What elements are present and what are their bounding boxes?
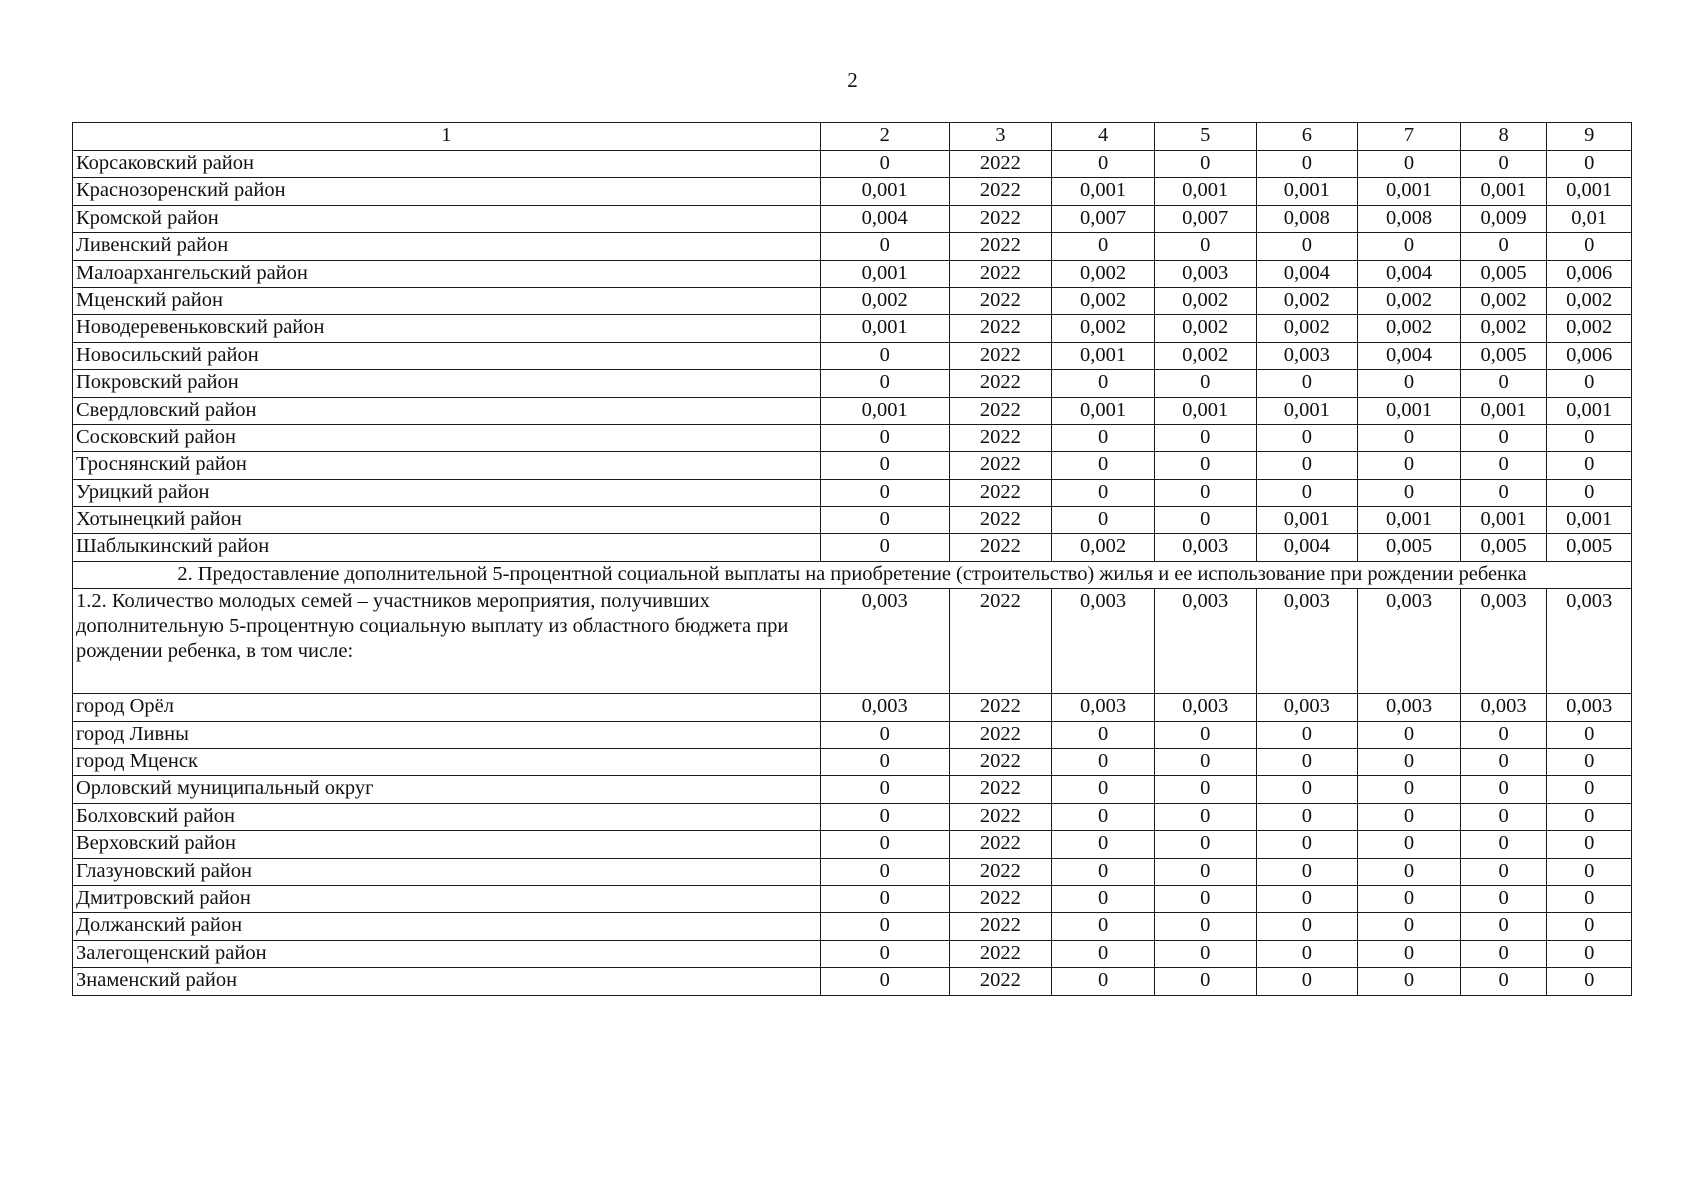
value-cell: 0 xyxy=(1547,803,1632,830)
value-cell: 0 xyxy=(1256,831,1358,858)
value-cell: 0 xyxy=(1547,940,1632,967)
value-cell: 0 xyxy=(820,968,949,995)
value-cell: 0,002 xyxy=(1547,287,1632,314)
value-cell: 0 xyxy=(1547,479,1632,506)
table-row xyxy=(73,589,1632,694)
value-cell: 0,001 xyxy=(820,260,949,287)
value-cell: 0,002 xyxy=(1154,315,1256,342)
value-cell: 0,002 xyxy=(1256,315,1358,342)
value-cell: 0 xyxy=(1256,479,1358,506)
table-row xyxy=(73,315,1632,342)
value-cell: 2022 xyxy=(949,424,1052,451)
value-cell: 0 xyxy=(1256,968,1358,995)
value-cell: 0 xyxy=(820,534,949,561)
value-cell: 0 xyxy=(820,803,949,830)
value-cell: 0,004 xyxy=(1358,342,1461,369)
value-cell: 0 xyxy=(820,507,949,534)
value-cell: 0 xyxy=(1256,749,1358,776)
value-cell: 0 xyxy=(1358,479,1461,506)
value-cell: 0,002 xyxy=(1154,342,1256,369)
value-cell: 0,006 xyxy=(1547,342,1632,369)
value-cell: 0 xyxy=(1256,721,1358,748)
value-cell: 0,001 xyxy=(1358,397,1461,424)
value-cell: 0 xyxy=(1052,749,1155,776)
value-cell: 0 xyxy=(820,831,949,858)
table-row xyxy=(73,452,1632,479)
region-name-cell: Покровский район xyxy=(73,370,821,397)
value-cell: 0 xyxy=(1547,913,1632,940)
value-cell: 2022 xyxy=(949,233,1052,260)
column-number-cell: 8 xyxy=(1460,123,1547,151)
table-row xyxy=(73,342,1632,369)
value-cell: 0 xyxy=(1052,370,1155,397)
value-cell: 0 xyxy=(1256,885,1358,912)
region-name-cell: Малоархангельский район xyxy=(73,260,821,287)
value-cell: 0,003 xyxy=(1547,589,1632,694)
value-cell: 0 xyxy=(1460,749,1547,776)
value-cell: 0 xyxy=(1256,151,1358,178)
indicator-table xyxy=(72,122,1632,996)
value-cell: 0 xyxy=(1154,858,1256,885)
section-title: 2. Предоставление дополнительной 5-процентной социальной выплаты на приобретение (строительство) жилья и ее использование при рождении ребенка xyxy=(73,561,1632,588)
value-cell: 0 xyxy=(1154,370,1256,397)
value-cell: 0 xyxy=(1154,749,1256,776)
value-cell: 0,002 xyxy=(1052,315,1155,342)
value-cell: 0,001 xyxy=(1154,178,1256,205)
value-cell: 0,002 xyxy=(1460,287,1547,314)
region-name-cell: Мценский район xyxy=(73,287,821,314)
value-cell: 0,008 xyxy=(1256,205,1358,232)
value-cell: 0,002 xyxy=(1052,260,1155,287)
column-number-row xyxy=(73,123,1632,151)
value-cell: 0 xyxy=(1052,913,1155,940)
value-cell: 0 xyxy=(1154,452,1256,479)
value-cell: 0 xyxy=(1052,968,1155,995)
value-cell: 0,003 xyxy=(1547,694,1632,721)
value-cell: 0 xyxy=(1154,803,1256,830)
value-cell: 0,001 xyxy=(1154,397,1256,424)
table-row xyxy=(73,151,1632,178)
region-name-cell: Новосильский район xyxy=(73,342,821,369)
region-name-cell: Орловский муниципальный округ xyxy=(73,776,821,803)
table-row xyxy=(73,913,1632,940)
value-cell: 0 xyxy=(1358,940,1461,967)
section-row xyxy=(73,561,1632,588)
value-cell: 0,001 xyxy=(1256,397,1358,424)
column-number-cell: 9 xyxy=(1547,123,1632,151)
value-cell: 0 xyxy=(820,424,949,451)
region-name-cell: Должанский район xyxy=(73,913,821,940)
value-cell: 0 xyxy=(1547,151,1632,178)
table-row xyxy=(73,205,1632,232)
value-cell: 2022 xyxy=(949,342,1052,369)
column-number-cell: 5 xyxy=(1154,123,1256,151)
value-cell: 0 xyxy=(1256,424,1358,451)
region-name-cell: Сосковский район xyxy=(73,424,821,451)
value-cell: 0 xyxy=(1154,776,1256,803)
value-cell: 0,005 xyxy=(1460,534,1547,561)
value-cell: 0 xyxy=(820,940,949,967)
value-cell: 0 xyxy=(1547,370,1632,397)
value-cell: 0 xyxy=(1052,831,1155,858)
value-cell: 0,001 xyxy=(1460,178,1547,205)
value-cell: 0 xyxy=(820,913,949,940)
value-cell: 0,008 xyxy=(1358,205,1461,232)
value-cell: 0,005 xyxy=(1547,534,1632,561)
value-cell: 0,001 xyxy=(1052,178,1155,205)
value-cell: 0 xyxy=(1358,424,1461,451)
value-cell: 0,003 xyxy=(1358,694,1461,721)
value-cell: 0,003 xyxy=(1052,694,1155,721)
value-cell: 2022 xyxy=(949,507,1052,534)
value-cell: 0 xyxy=(1547,424,1632,451)
value-cell: 0 xyxy=(1052,858,1155,885)
value-cell: 2022 xyxy=(949,370,1052,397)
column-number-cell: 4 xyxy=(1052,123,1155,151)
value-cell: 0 xyxy=(1460,776,1547,803)
table-row xyxy=(73,749,1632,776)
value-cell: 0 xyxy=(1154,913,1256,940)
value-cell: 0,001 xyxy=(1547,178,1632,205)
region-name-cell: Верховский район xyxy=(73,831,821,858)
value-cell: 0 xyxy=(1154,721,1256,748)
value-cell: 0,001 xyxy=(1358,178,1461,205)
value-cell: 2022 xyxy=(949,534,1052,561)
table-row xyxy=(73,233,1632,260)
column-number-cell: 6 xyxy=(1256,123,1358,151)
value-cell: 0 xyxy=(1256,452,1358,479)
value-cell: 0,002 xyxy=(1358,315,1461,342)
value-cell: 0,003 xyxy=(1154,534,1256,561)
value-cell: 0,002 xyxy=(1154,287,1256,314)
value-cell: 0 xyxy=(1460,940,1547,967)
value-cell: 0 xyxy=(1460,479,1547,506)
value-cell: 0 xyxy=(820,342,949,369)
value-cell: 0 xyxy=(1256,776,1358,803)
region-name-cell: город Ливны xyxy=(73,721,821,748)
region-name-cell: Урицкий район xyxy=(73,479,821,506)
table-row xyxy=(73,858,1632,885)
value-cell: 0 xyxy=(1358,749,1461,776)
value-cell: 0 xyxy=(1256,913,1358,940)
region-name-cell: 1.2. Количество молодых семей – участников мероприятия, получивших дополнительную 5-процентную социальную выплату из областного бюджета при рождении ребенка, в том числе: xyxy=(73,589,821,694)
value-cell: 0 xyxy=(1358,233,1461,260)
value-cell: 0,005 xyxy=(1358,534,1461,561)
value-cell: 2022 xyxy=(949,968,1052,995)
value-cell: 0 xyxy=(1154,507,1256,534)
value-cell: 2022 xyxy=(949,205,1052,232)
value-cell: 0,004 xyxy=(1256,534,1358,561)
region-name-cell: Глазуновский район xyxy=(73,858,821,885)
value-cell: 0 xyxy=(1547,452,1632,479)
value-cell: 0,003 xyxy=(1256,589,1358,694)
table-row xyxy=(73,940,1632,967)
value-cell: 0 xyxy=(1460,424,1547,451)
region-name-cell: город Орёл xyxy=(73,694,821,721)
value-cell: 0 xyxy=(1052,721,1155,748)
value-cell: 0 xyxy=(1547,858,1632,885)
value-cell: 2022 xyxy=(949,721,1052,748)
value-cell: 2022 xyxy=(949,397,1052,424)
value-cell: 0 xyxy=(1358,831,1461,858)
value-cell: 0,003 xyxy=(1256,342,1358,369)
table-row xyxy=(73,968,1632,995)
value-cell: 0,002 xyxy=(1256,287,1358,314)
value-cell: 2022 xyxy=(949,940,1052,967)
value-cell: 0 xyxy=(1154,831,1256,858)
table-row xyxy=(73,831,1632,858)
value-cell: 0 xyxy=(1358,968,1461,995)
value-cell: 0,01 xyxy=(1547,205,1632,232)
value-cell: 0,001 xyxy=(1052,397,1155,424)
value-cell: 0 xyxy=(820,721,949,748)
value-cell: 0,002 xyxy=(1358,287,1461,314)
value-cell: 0 xyxy=(1460,885,1547,912)
table-row xyxy=(73,479,1632,506)
region-name-cell: Кромской район xyxy=(73,205,821,232)
column-number-cell: 7 xyxy=(1358,123,1461,151)
value-cell: 0 xyxy=(1358,370,1461,397)
page-number: 2 xyxy=(847,68,858,92)
value-cell: 0 xyxy=(1460,968,1547,995)
value-cell: 0 xyxy=(1154,233,1256,260)
value-cell: 0 xyxy=(1154,424,1256,451)
region-name-cell: Корсаковский район xyxy=(73,151,821,178)
value-cell: 0 xyxy=(1547,831,1632,858)
value-cell: 0,002 xyxy=(1052,534,1155,561)
region-name-cell: город Мценск xyxy=(73,749,821,776)
value-cell: 0 xyxy=(820,151,949,178)
value-cell: 0,001 xyxy=(820,178,949,205)
table-row xyxy=(73,397,1632,424)
value-cell: 0,004 xyxy=(1358,260,1461,287)
value-cell: 0 xyxy=(1358,721,1461,748)
value-cell: 0,005 xyxy=(1460,260,1547,287)
region-name-cell: Троснянский район xyxy=(73,452,821,479)
value-cell: 2022 xyxy=(949,885,1052,912)
value-cell: 0 xyxy=(1052,151,1155,178)
table-row xyxy=(73,287,1632,314)
value-cell: 0,002 xyxy=(820,287,949,314)
value-cell: 0 xyxy=(1460,913,1547,940)
value-cell: 0 xyxy=(820,452,949,479)
value-cell: 0,003 xyxy=(820,589,949,694)
value-cell: 0 xyxy=(1358,913,1461,940)
region-name-cell: Хотынецкий район xyxy=(73,507,821,534)
value-cell: 0 xyxy=(820,749,949,776)
value-cell: 0,009 xyxy=(1460,205,1547,232)
table-row xyxy=(73,721,1632,748)
value-cell: 0,003 xyxy=(820,694,949,721)
value-cell: 0,007 xyxy=(1052,205,1155,232)
value-cell: 2022 xyxy=(949,831,1052,858)
value-cell: 2022 xyxy=(949,315,1052,342)
value-cell: 0 xyxy=(1358,452,1461,479)
value-cell: 2022 xyxy=(949,287,1052,314)
value-cell: 0,001 xyxy=(820,397,949,424)
value-cell: 2022 xyxy=(949,694,1052,721)
value-cell: 0 xyxy=(1052,885,1155,912)
value-cell: 0 xyxy=(1358,885,1461,912)
value-cell: 0,003 xyxy=(1460,589,1547,694)
value-cell: 0,001 xyxy=(1460,397,1547,424)
value-cell: 0 xyxy=(820,885,949,912)
value-cell: 0 xyxy=(1052,803,1155,830)
value-cell: 0 xyxy=(1547,776,1632,803)
value-cell: 0,001 xyxy=(1460,507,1547,534)
value-cell: 0 xyxy=(1052,233,1155,260)
value-cell: 0,002 xyxy=(1547,315,1632,342)
value-cell: 0 xyxy=(1052,452,1155,479)
value-cell: 0 xyxy=(1256,858,1358,885)
value-cell: 0 xyxy=(1460,151,1547,178)
value-cell: 0 xyxy=(1460,233,1547,260)
value-cell: 0 xyxy=(1154,885,1256,912)
value-cell: 0,003 xyxy=(1052,589,1155,694)
value-cell: 0,001 xyxy=(1547,507,1632,534)
value-cell: 0 xyxy=(1547,233,1632,260)
value-cell: 0 xyxy=(820,776,949,803)
value-cell: 2022 xyxy=(949,913,1052,940)
value-cell: 0,001 xyxy=(1358,507,1461,534)
value-cell: 0,002 xyxy=(1052,287,1155,314)
value-cell: 0,003 xyxy=(1154,694,1256,721)
value-cell: 0 xyxy=(1256,370,1358,397)
value-cell: 0,003 xyxy=(1256,694,1358,721)
value-cell: 0 xyxy=(1460,370,1547,397)
value-cell: 0 xyxy=(1154,940,1256,967)
value-cell: 0,002 xyxy=(1460,315,1547,342)
value-cell: 0,006 xyxy=(1547,260,1632,287)
value-cell: 2022 xyxy=(949,858,1052,885)
value-cell: 0,004 xyxy=(820,205,949,232)
value-cell: 0 xyxy=(1154,151,1256,178)
value-cell: 0 xyxy=(1358,858,1461,885)
value-cell: 2022 xyxy=(949,178,1052,205)
value-cell: 0,005 xyxy=(1460,342,1547,369)
value-cell: 0 xyxy=(1256,803,1358,830)
region-name-cell: Новодеревеньковский район xyxy=(73,315,821,342)
value-cell: 0 xyxy=(1358,151,1461,178)
value-cell: 0 xyxy=(1052,424,1155,451)
value-cell: 0 xyxy=(820,858,949,885)
value-cell: 0 xyxy=(1052,776,1155,803)
value-cell: 0 xyxy=(820,233,949,260)
region-name-cell: Свердловский район xyxy=(73,397,821,424)
value-cell: 0,003 xyxy=(1154,589,1256,694)
table-row xyxy=(73,776,1632,803)
value-cell: 0,003 xyxy=(1154,260,1256,287)
table-row xyxy=(73,370,1632,397)
column-number-cell: 3 xyxy=(949,123,1052,151)
value-cell: 0,001 xyxy=(820,315,949,342)
value-cell: 2022 xyxy=(949,589,1052,694)
value-cell: 0 xyxy=(1154,968,1256,995)
region-name-cell: Краснозоренский район xyxy=(73,178,821,205)
value-cell: 2022 xyxy=(949,151,1052,178)
value-cell: 2022 xyxy=(949,803,1052,830)
value-cell: 0 xyxy=(1460,721,1547,748)
region-name-cell: Знаменский район xyxy=(73,968,821,995)
value-cell: 0 xyxy=(1460,803,1547,830)
value-cell: 0,003 xyxy=(1358,589,1461,694)
column-number-cell: 1 xyxy=(73,123,821,151)
value-cell: 0 xyxy=(1052,479,1155,506)
value-cell: 0,001 xyxy=(1547,397,1632,424)
value-cell: 0 xyxy=(820,370,949,397)
value-cell: 2022 xyxy=(949,749,1052,776)
value-cell: 0,001 xyxy=(1052,342,1155,369)
value-cell: 0 xyxy=(1547,749,1632,776)
value-cell: 0,001 xyxy=(1256,507,1358,534)
value-cell: 0 xyxy=(1547,885,1632,912)
table-row xyxy=(73,178,1632,205)
table-row xyxy=(73,803,1632,830)
region-name-cell: Ливенский район xyxy=(73,233,821,260)
column-number-cell: 2 xyxy=(820,123,949,151)
region-name-cell: Шаблыкинский район xyxy=(73,534,821,561)
value-cell: 2022 xyxy=(949,776,1052,803)
value-cell: 2022 xyxy=(949,452,1052,479)
value-cell: 0 xyxy=(1547,968,1632,995)
value-cell: 0 xyxy=(1460,452,1547,479)
value-cell: 0 xyxy=(1052,940,1155,967)
table-row xyxy=(73,694,1632,721)
table-row xyxy=(73,885,1632,912)
value-cell: 0 xyxy=(1358,776,1461,803)
value-cell: 0 xyxy=(1358,803,1461,830)
region-name-cell: Залегощенский район xyxy=(73,940,821,967)
value-cell: 0 xyxy=(820,479,949,506)
value-cell: 0 xyxy=(1154,479,1256,506)
value-cell: 2022 xyxy=(949,260,1052,287)
table-row xyxy=(73,534,1632,561)
region-name-cell: Дмитровский район xyxy=(73,885,821,912)
value-cell: 0,003 xyxy=(1460,694,1547,721)
value-cell: 0 xyxy=(1052,507,1155,534)
value-cell: 0 xyxy=(1256,940,1358,967)
value-cell: 2022 xyxy=(949,479,1052,506)
value-cell: 0,001 xyxy=(1256,178,1358,205)
value-cell: 0 xyxy=(1460,831,1547,858)
table-row xyxy=(73,424,1632,451)
table-row xyxy=(73,507,1632,534)
value-cell: 0 xyxy=(1460,858,1547,885)
region-name-cell: Болховский район xyxy=(73,803,821,830)
value-cell: 0 xyxy=(1547,721,1632,748)
table-row xyxy=(73,260,1632,287)
value-cell: 0,004 xyxy=(1256,260,1358,287)
value-cell: 0 xyxy=(1256,233,1358,260)
table-body xyxy=(73,123,1632,996)
value-cell: 0,007 xyxy=(1154,205,1256,232)
